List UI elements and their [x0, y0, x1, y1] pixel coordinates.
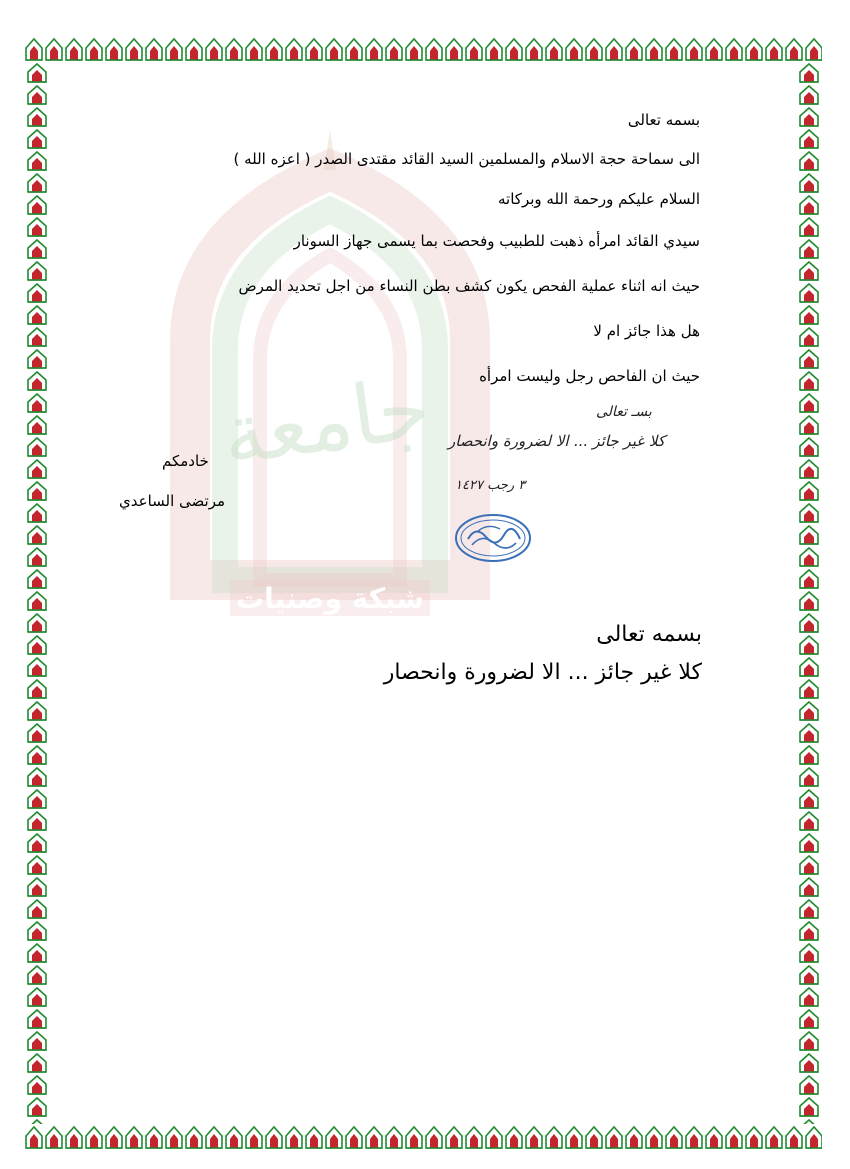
svg-text:جامعة: جامعة — [216, 358, 436, 485]
question-basmala: بسمه تعالى — [627, 111, 700, 129]
question-line-4: حيث ان الفاحص رجل وليست امرأه — [479, 367, 700, 385]
decorative-border-right — [796, 62, 822, 1124]
question-line-1: سيدي القائد امرأه ذهبت للطبيب وفحصت بما يسمى جهاز السونار — [293, 232, 700, 250]
decorative-border-left — [24, 62, 50, 1124]
handwritten-date: ٣ رجب ١٤٢٧ — [455, 478, 526, 493]
decorative-border-top — [24, 36, 822, 62]
question-addressee: الى سماحة حجة الاسلام والمسلمين السيد القائد مقتدى الصدر ( اعزه الله ) — [233, 150, 700, 168]
sender-name: مرتضى الساعدي — [119, 492, 226, 510]
handwritten-basmala: بسـ تعالى — [596, 404, 652, 420]
typed-answer-text: كلا غير جائز ... الا لضرورة وانحصار — [383, 660, 702, 685]
typed-answer-basmala: بسمه تعالى — [596, 622, 702, 647]
question-greeting: السلام عليكم ورحمة الله وبركاته — [498, 190, 700, 208]
watermark-text: شبكة وصنيات — [236, 582, 424, 615]
question-line-2: حيث انه اثناء عملية الفحص يكون كشف بطن النساء من اجل تحديد المرض — [238, 277, 700, 295]
question-line-3: هل هذا جائز ام لا — [593, 322, 700, 340]
handwritten-answer: كلا غير جائز ... الا لضرورة وانحصار — [448, 432, 665, 450]
servant-label: خادمكم — [162, 452, 209, 470]
office-seal-stamp — [454, 513, 532, 563]
decorative-border-bottom — [24, 1124, 822, 1150]
